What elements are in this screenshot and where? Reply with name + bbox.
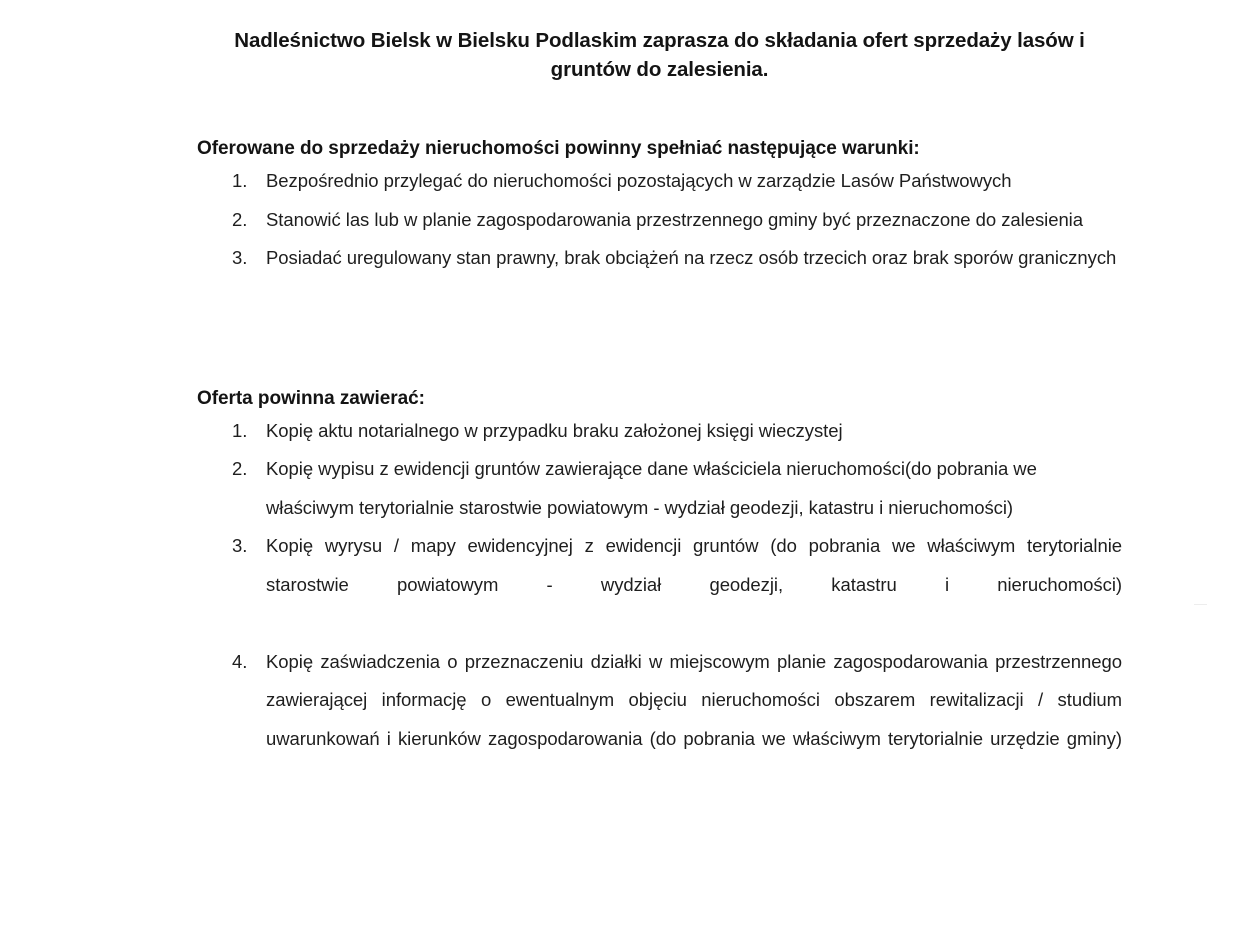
list-item <box>197 239 1122 278</box>
list-item-text: Kopię wypisu z ewidencji gruntów zawierające dane właściciela nieruchomości(do pobrania we właściwym terytorialnie starostwie powiatowym - wydział geodezji, katastru i nieruchomości) <box>266 458 1037 518</box>
list-marker: 2. <box>232 208 248 230</box>
section-heading-conditions: Oferowane do sprzedaży nieruchomości powinny spełniać następujące warunki: <box>197 138 920 159</box>
section-heading-offer: Oferta powinna zawierać: <box>197 387 425 409</box>
list-item <box>197 412 1122 451</box>
conditions-list <box>197 162 1122 278</box>
list-item <box>197 450 1122 527</box>
list-item-text: Kopię zaświadczenia o przeznaczeniu działki w miejscowym planie zagospodarowania przestrzennego zawierającej informację o ewentualnym objęciu nieruchomości obszarem rewitalizacji / studium uwarunkowań i kierunków zagospodarowania (do pobrania we właściwym terytorialnie urzędzie gminy) <box>266 650 1122 749</box>
list-marker: 1. <box>232 419 248 441</box>
list-item <box>197 162 1122 201</box>
list-item-text: Bezpośrednio przylegać do nieruchomości pozostających w zarządzie Lasów Państwowych <box>266 170 1012 191</box>
list-item <box>197 527 1122 643</box>
list-marker: 4. <box>232 650 248 672</box>
offer-contents-list <box>197 412 1122 797</box>
list-item <box>197 201 1122 240</box>
list-item <box>197 643 1122 797</box>
list-marker: 3. <box>232 535 248 556</box>
list-marker: 3. <box>232 247 248 268</box>
list-item-text: Kopię aktu notarialnego w przypadku braku założonej księgi wieczystej <box>266 419 843 441</box>
scan-artifact <box>1194 604 1207 605</box>
list-item-text: Stanowić las lub w planie zagospodarowania przestrzennego gminy być przeznaczone do zalesienia <box>266 208 1083 230</box>
list-item-text: Kopię wyrysu / mapy ewidencyjnej z ewidencji gruntów (do pobrania we właściwym terytorialnie starostwie powiatowym - wydział geodezji, katastru i nieruchomości) <box>266 535 1122 595</box>
list-item-text: Posiadać uregulowany stan prawny, brak obciążeń na rzecz osób trzecich oraz brak sporów granicznych <box>266 247 1117 268</box>
list-marker: 1. <box>232 170 248 191</box>
page-title: Nadleśnictwo Bielsk w Bielsku Podlaskim zaprasza do składania ofert sprzedaży lasów i gruntów do zalesienia. <box>234 29 1085 81</box>
list-marker: 2. <box>232 458 248 479</box>
document-content <box>197 26 1122 797</box>
